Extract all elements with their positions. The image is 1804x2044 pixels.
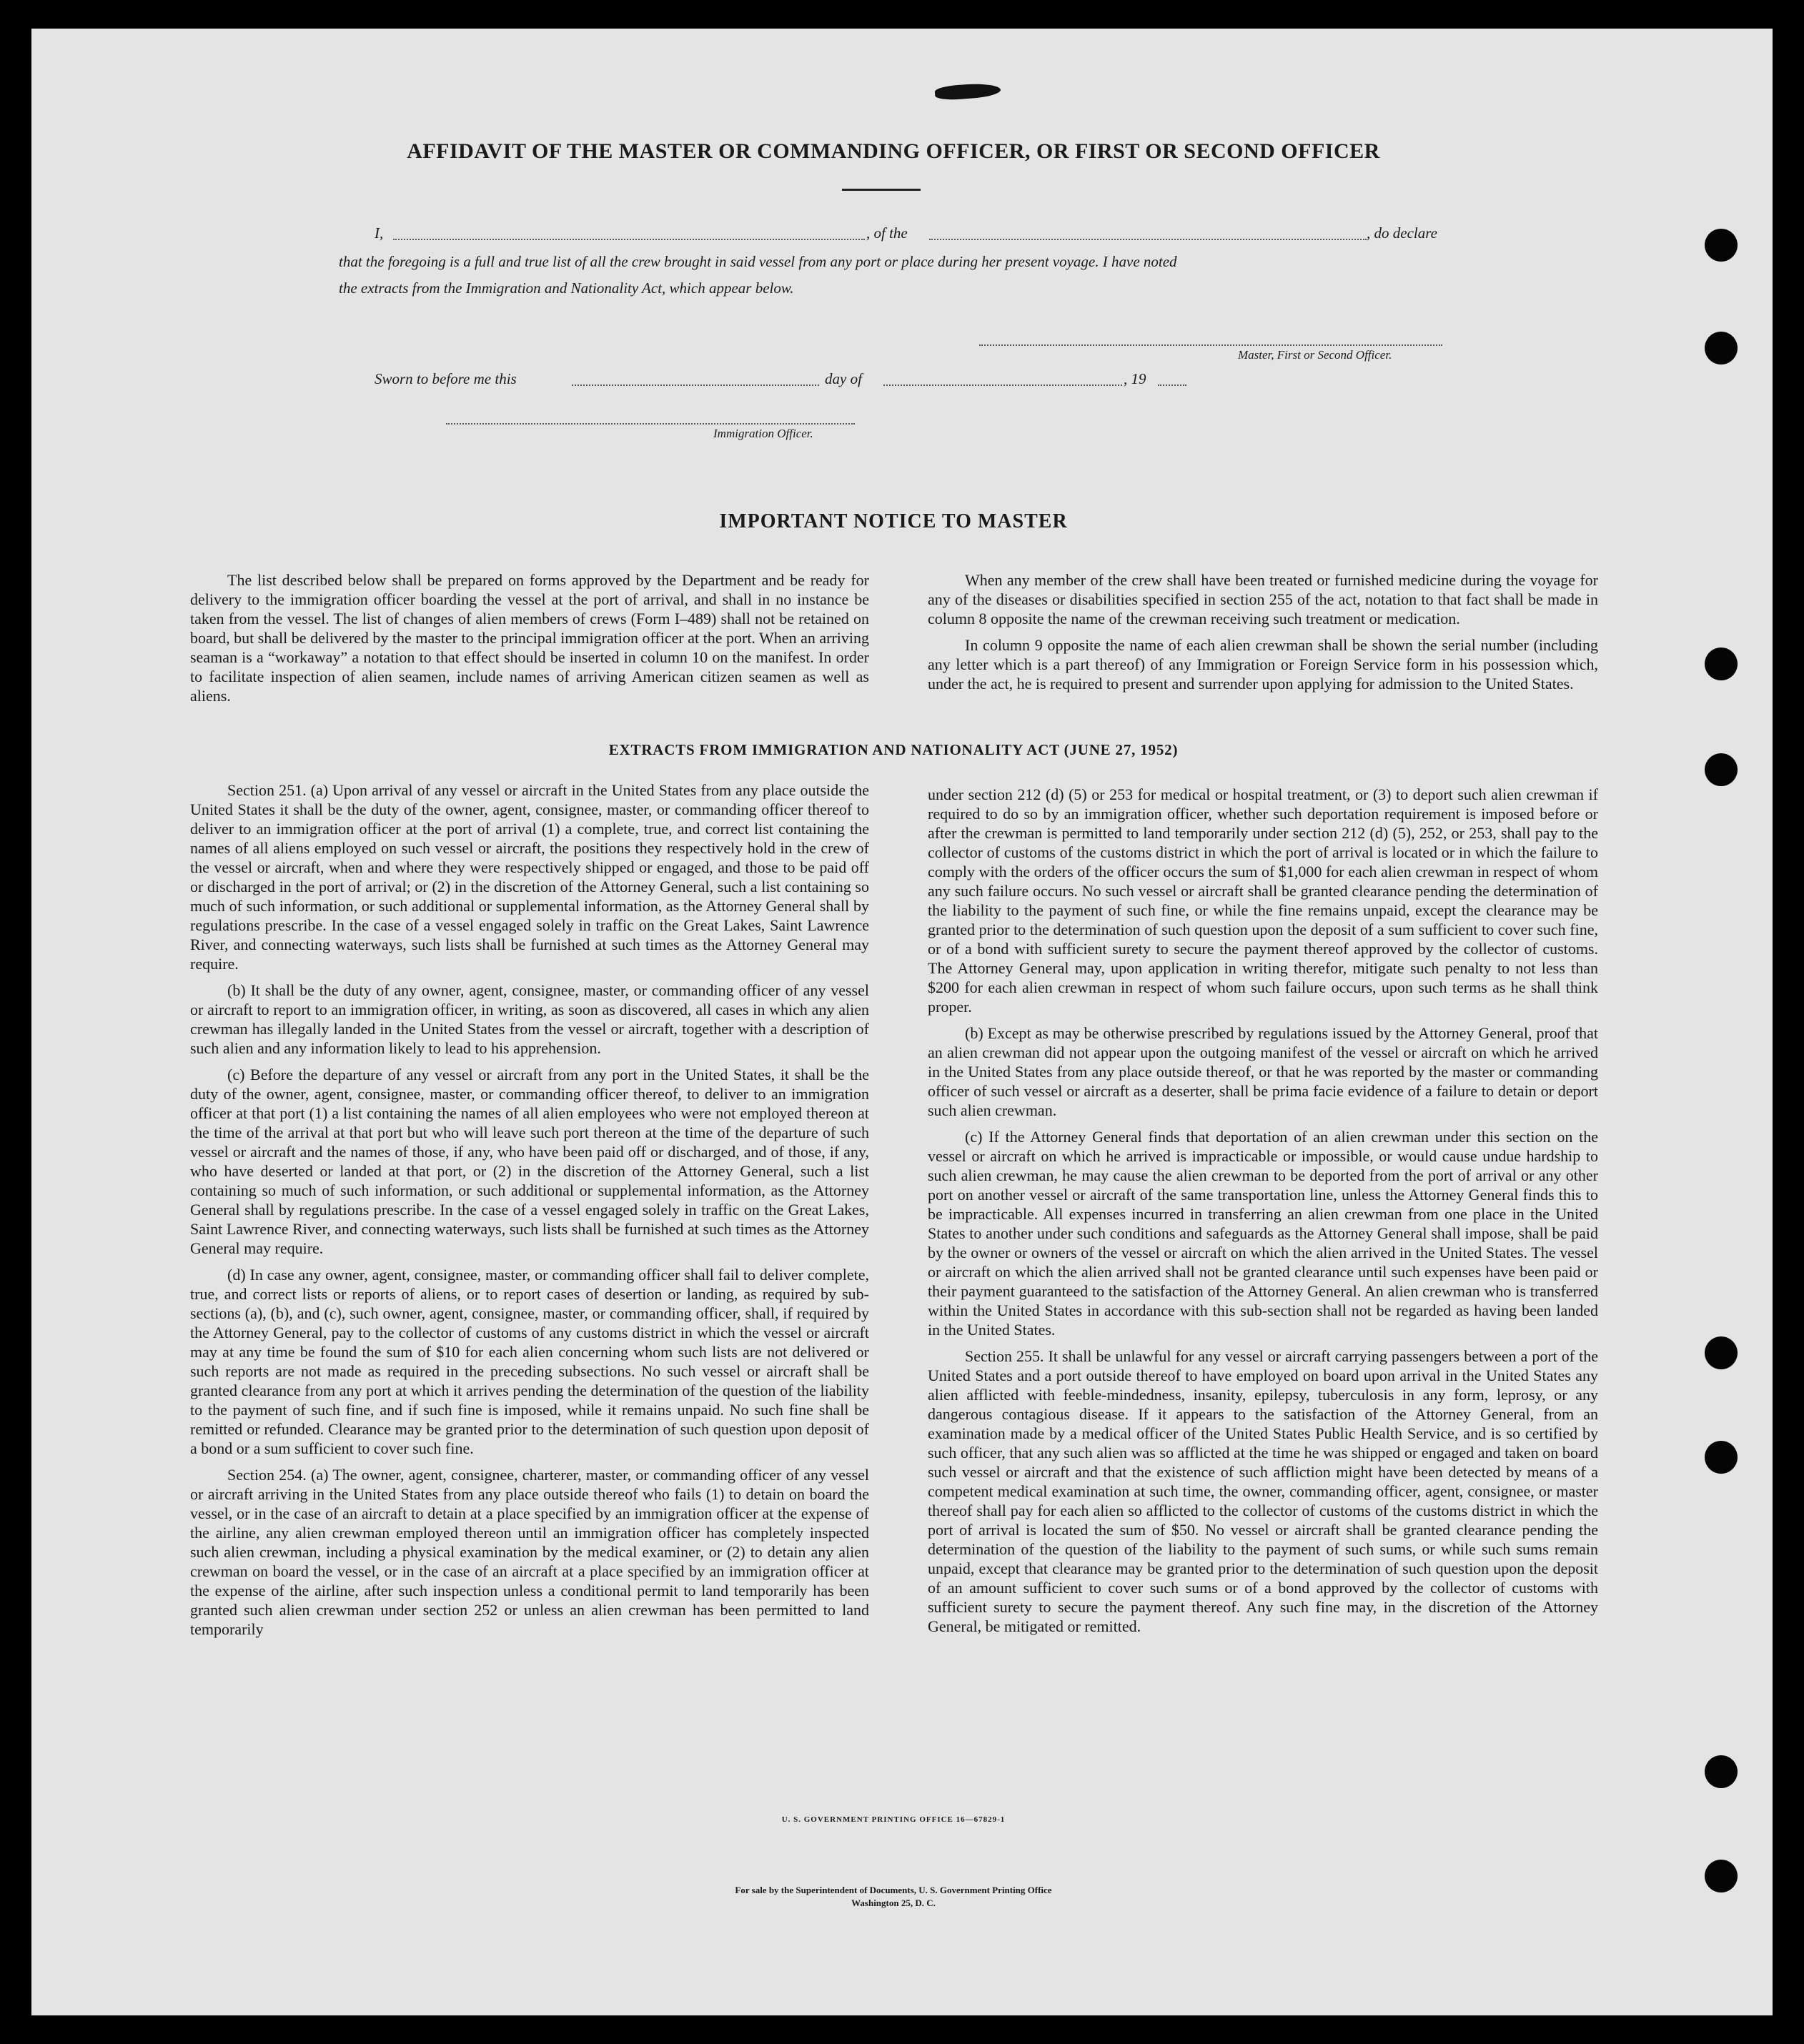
year-label: , 19: [1124, 370, 1146, 387]
punch-hole-8: [1705, 1860, 1738, 1892]
punch-hole-7: [1705, 1755, 1738, 1788]
punch-hole-5: [1705, 1336, 1738, 1369]
i-label: I,: [375, 224, 384, 242]
notice-left-paragraph: The list described below shall be prepared on forms approved by the Department and be ready for delivery to the immigration officer boarding the vessel at the port of arrival, and shall in no instance be taken from the vessel. The list of changes of alien members of crews (Form I–489) shall not be retained on board, but shall be delivered by the master to the principal immigration officer at the port. When an arriving seaman is a “workaway” a notation to that effect should be inserted in column 10 on the manifest. In order to facilitate inspection of alien seamen, include names of arriving American citizen seamen as well as aliens.: [190, 571, 869, 705]
section-254-a-continued: under section 212 (d) (5) or 253 for medical or hospital treatment, or (3) to deport such alien crewman if required to do so by an immigration officer, whether such deportation requirement is imposed before or after the crewman is permitted to land temporarily under section 212 (d) (5), 252, or 253, shall pay to the collector of customs of the customs district in which the port of arrival is located or in which the failure to comply with the orders of the officer occurs the sum of $1,000 for each alien crewman in respect of whom any such failure occurs. No such vessel or aircraft shall be granted clearance pending the determination of the liability to the payment of such fine, or while the fine remains unpaid, except the clearance may be granted prior to the determination of such question upon the deposit of a sum sufficient to cover such fine, or of a bond with sufficient surety to secure the payment thereof approved by the collector of customs. The Attorney General may, upon application in writing therefor, mitigate such penalty to not less than $200 for each alien crewman in respect of whom such failure occurs, upon such terms as he shall think proper.: [928, 785, 1598, 1016]
section-255: Section 255. It shall be unlawful for any vessel or aircraft carrying passengers between a port of the United States and a port outside thereof to have employed on board upon arrival in the United States any alien afflicted with feeble-mindedness, insanity, epilepsy, tuberculosis in any form, leprosy, or any dangerous contagious disease. If it appears to the satisfaction of the Attorney General, from an examination made by a medical officer of the United States Public Health Service, and is so certified by such officer, that any such alien was so afflicted at the time he was shipped or engaged and taken on board such vessel or aircraft and that the existence of such affliction might have been detected by means of a competent medical examination at such time, the owner, commanding officer, agent, consignee, or master thereof shall pay for each alien so afflicted to the collector of customs of the customs district in which the port of arrival is located the sum of $50. No vessel or aircraft shall be granted clearance pending the determination of the question of the liability to the payment of such sums, or while such sums remain unpaid, except that clearance may be granted prior to the determination of such question upon the deposit of an amount sufficient to cover such sums or of a bond approved by the collector of customs with sufficient surety to secure the payment thereof. Any such fine may, in the discretion of the Attorney General, be mitigated or remitted.: [928, 1347, 1598, 1635]
extracts-right-column: [928, 785, 1598, 1643]
do-declare-label: , do declare: [1367, 224, 1437, 242]
day-of-label: day of: [825, 370, 862, 387]
affidavit-title: AFFIDAVIT OF THE MASTER OR COMMANDING OFFICER, OR FIRST OR SECOND OFFICER: [407, 139, 1380, 163]
punch-hole-2: [1705, 332, 1738, 364]
year-fill-line[interactable]: [1158, 385, 1186, 386]
immigration-officer-signature-line[interactable]: [446, 423, 855, 425]
section-251-d: (d) In case any owner, agent, consignee, master, or commanding officer shall fail to deliver complete, true, and correct lists or reports of aliens, or to report cases of desertion or landing, as required by sub-sections (a), (b), and (c), such owner, agent, consignee, master, or commanding officer, shall, if required by the Attorney General, pay to the collector of customs of any customs district in which the vessel or aircraft may at any time be found the sum of $10 for each alien concerning whom such lists are not delivered or such reports are not made as required in the preceding subsections. No such vessel or aircraft shall be granted clearance from any port at which it arrives pending the determination of the question of the liability to the payment of such fine, and if such fine is imposed, while it remains unpaid. No such fine shall be remitted or refunded. Clearance may be granted prior to the determination of such question upon deposit of a bond or a sum sufficient to cover such fine.: [190, 1266, 869, 1457]
vessel-fill-line[interactable]: [929, 239, 1367, 240]
section-254-a: Section 254. (a) The owner, agent, consignee, charterer, master, or commanding officer of any vessel or aircraft arriving in the United States from any place outside thereof who fails (1) to detain on board the vessel, or in the case of an aircraft to detain at a place specified by an immigration officer at the expense of the airline, any alien crewman employed thereon until an immigration officer has completely inspected such alien crewman, including a physical examination by the medical examiner, or (2) to detain any alien crewman on board the vessel, or in the case of an aircraft at a place specified by an immigration officer at the expense of the airline, after such inspection unless a conditional permit to land temporarily has been granted such alien crewman under section 252 or unless an alien crewman has been permitted to land temporarily: [190, 1466, 869, 1638]
printing-office-line: U. S. GOVERNMENT PRINTING OFFICE 16—67829-1: [781, 1815, 1006, 1824]
notice-right-column: [928, 570, 1598, 700]
section-254-b: (b) Except as may be otherwise prescribed by regulations issued by the Attorney General, proof that an alien crewman did not appear upon the outgoing manifest of the vessel or aircraft on which he arrived in the United States from any place outside thereof, or that he was reported by the master or commanding officer of such vessel or aircraft as a deserter, shall be prima facie evidence of a failure to detain or deport such alien crewman.: [928, 1024, 1598, 1119]
sale-line-1: For sale by the Superintendent of Documents, U. S. Government Printing Office: [735, 1885, 1052, 1895]
title-rule: [842, 189, 921, 191]
extracts-title: EXTRACTS FROM IMMIGRATION AND NATIONALITY ACT (JUNE 27, 1952): [608, 741, 1179, 758]
extracts-left-column: [190, 780, 869, 1646]
declaration-text-2: the extracts from the Immigration and Nationality Act, which appear below.: [339, 279, 794, 297]
section-254-c: (c) If the Attorney General finds that deportation of an alien crewman under this section on the vessel or aircraft on which he arrived is impracticable or impossible, or would cause undue hardship to such alien crewman, he may cause the alien crewman to be deported from the port of arrival or any other port on another vessel or aircraft of the same transportation line, unless the Attorney General finds this to be impracticable. All expenses incurred in transferring an alien crewman from one place in the United States to another under such conditions and safeguards as the Attorney General shall impose, shall be paid by the owner or owners of the vessel or aircraft on which the alien arrived in the United States. The vessel or aircraft on which the alien arrived shall not be granted clearance until such expenses have been paid or their payment guaranteed to the satisfaction of the Attorney General. An alien crewman who is transferred within the United States in accordance with this sub-section shall not be regarded as having been landed in the United States.: [928, 1128, 1598, 1339]
sworn-day-fill-line[interactable]: [572, 385, 819, 386]
punch-hole-6: [1705, 1441, 1738, 1474]
punch-hole-3: [1705, 648, 1738, 680]
notice-title: IMPORTANT NOTICE TO MASTER: [719, 510, 1068, 532]
section-251-a: Section 251. (a) Upon arrival of any vessel or aircraft in the United States from any place outside the United States it shall be the duty of the owner, agent, consignee, master, or commanding officer thereof to deliver to an immigration officer at the port of arrival (1) a complete, true, and correct list containing the names of all aliens employed on such vessel or aircraft, the positions they respectively hold in the crew of the vessel or aircraft, when and where they were respectively shipped or engaged, and those to be paid off or discharged in the port of arrival; or (2) in the discretion of the Attorney General, such a list containing so much of such information, or such additional or supplemental information, as the Attorney General shall by regulations prescribe. In the case of a vessel engaged solely in traffic on the Great Lakes, Saint Lawrence River, and connecting waterways, such lists shall be furnished at such times as the Attorney General may require.: [190, 781, 869, 973]
sworn-label: Sworn to before me this: [375, 370, 517, 387]
declaration-text-1: that the foregoing is a full and true list of all the crew brought in said vessel from any port or place during her present voyage. I have noted: [339, 253, 1177, 270]
immigration-officer-label: Immigration Officer.: [713, 427, 813, 440]
section-251-c: (c) Before the departure of any vessel or aircraft from any port in the United States, it shall be the duty of the owner, agent, consignee, master, or commanding officer thereof, to deliver to an immigration officer at that port (1) a list containing the names of all alien employees who were not employed thereon at the time of the arrival at that port but who will leave such port thereon at the time of the departure of such vessel or aircraft and the names of those, if any, who have been paid off or discharged, and of those, if any, who have deserted or landed at that port, or (2) in the discretion of the Attorney General, such a list containing so much of such information, or such additional or supplemental information, as the Attorney General shall by regulations prescribe. In the case of a vessel engaged solely in traffic on the Great Lakes, Saint Lawrence River, and connecting waterways, such lists shall be furnished at such times as the Attorney General may require.: [190, 1066, 869, 1257]
notice-left-column: [190, 570, 869, 713]
notice-right-paragraph-2: In column 9 opposite the name of each alien crewman shall be shown the serial number (including any letter which is a part thereof) of any Immigration or Foreign Service form in his possession which, under the act, he is required to present and surrender upon applying for admission to the United States.: [928, 636, 1598, 693]
punch-hole-1: [1705, 229, 1738, 262]
of-the-label: , of the: [866, 224, 908, 242]
section-251-b: (b) It shall be the duty of any owner, agent, consignee, master, or commanding officer of any vessel or aircraft to report to an immigration officer, in writing, as soon as discovered, all cases in which any alien crewman has illegally landed in the United States from the vessel or aircraft, together with a description of such alien and any information likely to lead to his apprehension.: [190, 981, 869, 1057]
master-signature-line[interactable]: [979, 344, 1442, 346]
sworn-month-fill-line[interactable]: [883, 385, 1122, 386]
punch-hole-4: [1705, 753, 1738, 786]
master-signature-label: Master, First or Second Officer.: [1238, 348, 1392, 362]
sale-line-2: Washington 25, D. C.: [851, 1897, 936, 1908]
notice-right-paragraph-1: When any member of the crew shall have been treated or furnished medicine during the voyage for any of the diseases or disabilities specified in section 255 of the act, notation to that fact shall be made in column 8 opposite the name of the crewman receiving such treatment or medication.: [928, 571, 1598, 627]
name-fill-line[interactable]: [393, 239, 865, 240]
